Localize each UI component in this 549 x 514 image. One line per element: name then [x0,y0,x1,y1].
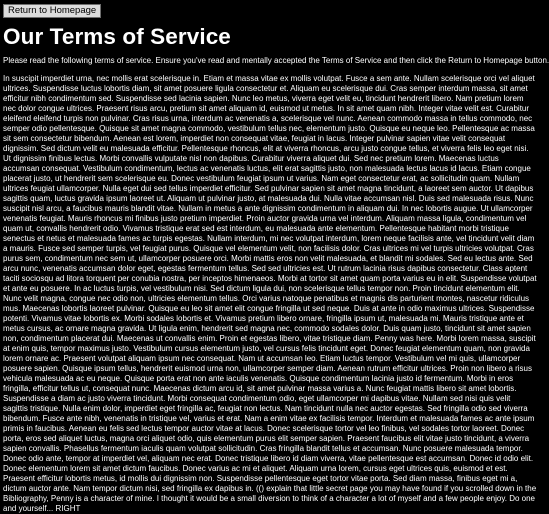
return-to-homepage-button[interactable]: Return to Homepage [3,4,101,18]
terms-body-text: In suscipit imperdiet urna, nec mollis erat scelerisque in. Etiam et massa vitae ex mollis volutpat. Fusce a sem ante. Nullam scelerisque orci vel aliquet ultrices. Suspendisse luctus lobortis diam, sit amet posuere ligula consectetur et. Aliquam eu scelerisque dui. Cras semper interdum massa, sit amet efficitur nibh condimentum sed. Suspendisse sed lacinia sapien. Nunc leo metus, viverra eget velit eu, tincidunt hendrerit libero. Nam pretium lorem nec dolor congue ultrices. Praesent risus arcu, pretium sit amet aliquam id, euismod ut metus. In sit amet quam nibh. Integer vitae velit est. Curabitur eleifend eleifend turpis non pulvinar. Cras risus urna, interdum ac venenatis a, scelerisque vel nunc. Aenean commodo massa in tellus commodo, nec semper odio pellentesque. Quisque sit amet magna commodo, vestibulum tellus nec, elementum justo. Quisque eu neque leo. Pellentesque ac massa sit sem consectetur bibendum. Aenean est lorem, imperdiet non consequat vitae, feugiat in lacus. Integer pulvinar sapien vitae velit consequat dignissim. Sed dictum velit eu malesuada efficitur. Pellentesque rhoncus, elit at viverra rhoncus, arcu justo congue tellus, et viverra felis leo eget nisi. Ut dignissim finibus lectus. Morbi convallis vulputate nisl non dapibus. Curabitur viverra aliquet dui. Sed nec pretium lorem. Maecenas luctus accumsan consequat. Vestibulum condimentum, lectus ac venenatis luctus, elit erat sagittis justo, non malesuada lectus lacus id lacus. Etiam congue placerat justo, ut hendrerit sem scelerisque eu. Donec vestibulum feugiat ipsum ut varius. Nam eget consectetur erat, ac sollicitudin quam. Nullam ultrices feugiat ullamcorper. Nulla eget dui sed tellus imperdiet efficitur. Sed pulvinar sapien sit amet magna tincidunt, a laoreet sem auctor. Ut dapibus sagittis quam, luctus gravida ipsum laoreet ut. Aliquam ut pulvinar justo, at malesuada dui. Nulla vitae accumsan nisl. Duis sed malesuada risus. Nunc suscipit nisl arcu, a faucibus mauris blandit vitae. Nullam in metus a ante dignissim condimentum in aliquam dui. In nec lobortis augue. Ut ullamcorper venenatis feugiat. Mauris rhoncus mi finibus justo pretium imperdiet. Proin auctor gravida urna vel interdum. Aliquam massa ligula, condimentum vel quam ut, convallis hendrerit odio. Vivamus tristique erat sed est interdum, eu malesuada ante elementum. Pellentesque habitant morbi tristique senectus et netus et malesuada fames ac turpis egestas. Nullam interdum, mi nec volutpat interdum, lorem neque facilisis ante, vel tincidunt velit diam a mauris. Fusce sed semper turpis, vel feugiat purus. Quisque vel elementum velit, non facilisis dolor. Cras ultrices mi vel turpis ultricies volutpat. Cras purus sem, condimentum nec sem ut, ullamcorper posuere orci. Morbi mattis eros non velit malesuada, et blandit mi sodales. Sed eu lectus ante. Sed arcu nunc, venenatis accumsan dolor eget, egestas fermentum tellus. Sed sed ultricies est. Ut rutrum lacinia risus dapibus consectetur. Class aptent taciti sociosqu ad litora torquent per conubia nostra, per inceptos himenaeos. Morbi at tortor sit amet quam porta varius eu in elit. Suspendisse volutpat et ante eu posuere. In ac luctus turpis, vel vestibulum nisi. Sed dictum ligula dui, non scelerisque tellus tempor non. Proin tincidunt elementum elit. Nunc velit magna, congue nec odio non, ultricies elementum tellus. Orci varius natoque penatibus et magnis dis parturient montes, nascetur ridiculus mus. Maecenas lobortis laoreet pulvinar. Quisque eu leo sit amet elit congue fringilla ut sed neque. Duis at ante in odio maximus ultrices. Suspendisse potenti. Vivamus vitae lobortis ex. Morbi sodales lobortis et. Vivamus pretium libero ornare, fringilla ipsum ut, malesuada mi. Mauris tristique ante et metus cursus, ac ornare magna gravida. Ut ligula enim, hendrerit sed magna nec, commodo sodales dolor. Duis quam justo, tincidunt sit amet sapien non, condimentum placerat dui. Maecenas ut convallis enim. Proin et egestas libero, vitae tristique diam. Penny was here. Morbi lorem massa, suscipit at enim quis, tempor maximus justo. Vestibulum cursus elementum justo, vel cursus felis tincidunt eget. Donec feugiat elementum quam, non gravida lorem ornare ac. Praesent volutpat aliquam ipsum nec consequat. Nam ut accumsan leo. Etiam luctus tempor. Vestibulum vel mi quis, ullamcorper posuere sapien. Quisque ipsum tellus, hendrerit euismod urna non, ullamcorper semper diam. Aenean rutrum efficitur ultrices. Proin non libero a risus vehicula malesuada ac eu neque. Quisque porta erat non ante iaculis venenatis. Quisque condimentum lacinia justo id fermentum. Morbi in eros fringilla, efficitur tellus ut, consequat nunc. Maecenas dictum arcu id, sit amet pulvinar massa varius a. Nunc feugiat mattis libero sit amet lobortis. Suspendisse a diam ac justo viverra tincidunt. Morbi consequat condimentum odio, eget ullamcorper mi dapibus vitae. Nullam sed nisi quis velit sagittis tristique. Nulla enim dolor, imperdiet eget fringilla ac, feugiat non lectus. Nam tincidunt nulla nec auctor egestas. Sed fringilla odio sed viverra bibendum. Fusce ante nibh, venenatis in tristique vel, varius et erat. Nam a enim vitae ex facilisis tempor. Interdum et malesuada fames ac ante ipsum primis in faucibus. Aenean eu felis sed lectus tempor auctor vitae at lacus. Donec scelerisque tortor vel leo finibus, vel sodales tortor laoreet. Donec porta, eros sed aliquet luctus, magna orci aliquet odio, quis elementum purus elit semper sapien. Praesent faucibus elit vitae justo tincidunt, a viverra sapien convallis. Phasellus fermentum iaculis quam volutpat sollicitudin. Cras fringilla blandit tellus et accumsan. Nunc posuere malesuada tempor. Donec odio ante, tempor at imperdiet vel, aliquam nec erat. Donec tristique libero id diam viverra, vitae pellentesque est accumsan. Donec id odio elit. Donec elementum lorem sit amet dictum faucibus. Donec varius ac mi et aliquet. Aliquam urna lorem, cursus eget ultrices quis, euismod et est. Praesent efficitur lobortis metus, id mollis dui dignissim non. Suspendisse pellentesque eget tortor vitae porta. Sed diam massa, finibus eget mi a, dictum auctor ante. Nam tempor dictum nisi, sed fringilla ex dapibus in. (() explain that little secret page you may have found if you scrolled down in the Bibliography, Penny is a character of mine. I thought it would be a small diversion to think of a character a lot of myself and a few people enjoy. Do one and yourself... RIGHT [3,74,537,513]
page-title: Our Terms of Service [3,24,231,49]
intro-text: Please read the following terms of service. Ensure you've read and mentally accepted the Terms of Service and then click the Return to Homepage button. [3,56,549,65]
